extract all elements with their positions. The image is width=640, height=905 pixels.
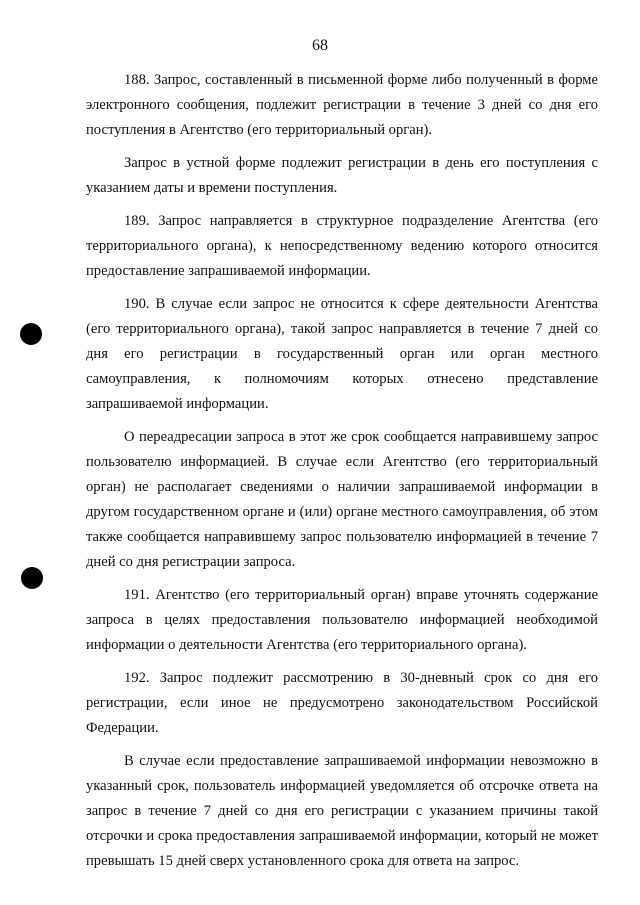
paragraph-oral-request: Запрос в устной форме подлежит регистрации в день его поступления с указанием даты и времени поступления. bbox=[86, 155, 598, 196]
punch-hole-mark bbox=[20, 323, 42, 345]
paragraph-redirect-notice: О переадресации запроса в этот же срок сообщается направившему запрос пользователю информацией. В случае если Агентство (его территориальный орган) не располагает сведениями о наличии запрашиваемой информации в другом государственном органе и (или) органе местного самоуправления, об этом также сообщается направившему запрос пользователю информацией в течение 7 дней со дня регистрации запроса. bbox=[86, 429, 598, 570]
paragraph-189: 189. Запрос направляется в структурное подразделение Агентства (его территориального органа), к непосредственному ведению которого относится предоставление запрашиваемой информации. bbox=[86, 213, 598, 279]
document-body bbox=[86, 64, 598, 882]
punch-hole-mark bbox=[21, 567, 43, 589]
page-number: 68 bbox=[312, 37, 328, 54]
paragraph-188: 188. Запрос, составленный в письменной форме либо полученный в форме электронного сообщения, подлежит регистрации в течение 3 дней со дня его поступления в Агентство (его территориальный орган). bbox=[86, 72, 598, 138]
paragraph-191: 191. Агентство (его территориальный орган) вправе уточнять содержание запроса в целях предоставления пользователю информацией необходимой информации о деятельности Агентства (его территориального органа). bbox=[86, 587, 598, 653]
paragraph-deferral: В случае если предоставление запрашиваемой информации невозможно в указанный срок, пользователь информацией уведомляется об отсрочке ответа на запрос в течение 7 дней со дня его регистрации с указанием причины такой отсрочки и срока предоставления запрашиваемой информации, который не может превышать 15 дней сверх установленного срока для ответа на запрос. bbox=[86, 753, 598, 869]
paragraph-190: 190. В случае если запрос не относится к сфере деятельности Агентства (его территориального органа), такой запрос направляется в течение 7 дней со дня его регистрации в государственный орган или орган местного самоуправления, к полномочиям которых отнесено представление запрашиваемой информации. bbox=[86, 296, 598, 412]
paragraph-192: 192. Запрос подлежит рассмотрению в 30-дневный срок со дня его регистрации, если иное не предусмотрено законодательством Российской Федерации. bbox=[86, 670, 598, 736]
